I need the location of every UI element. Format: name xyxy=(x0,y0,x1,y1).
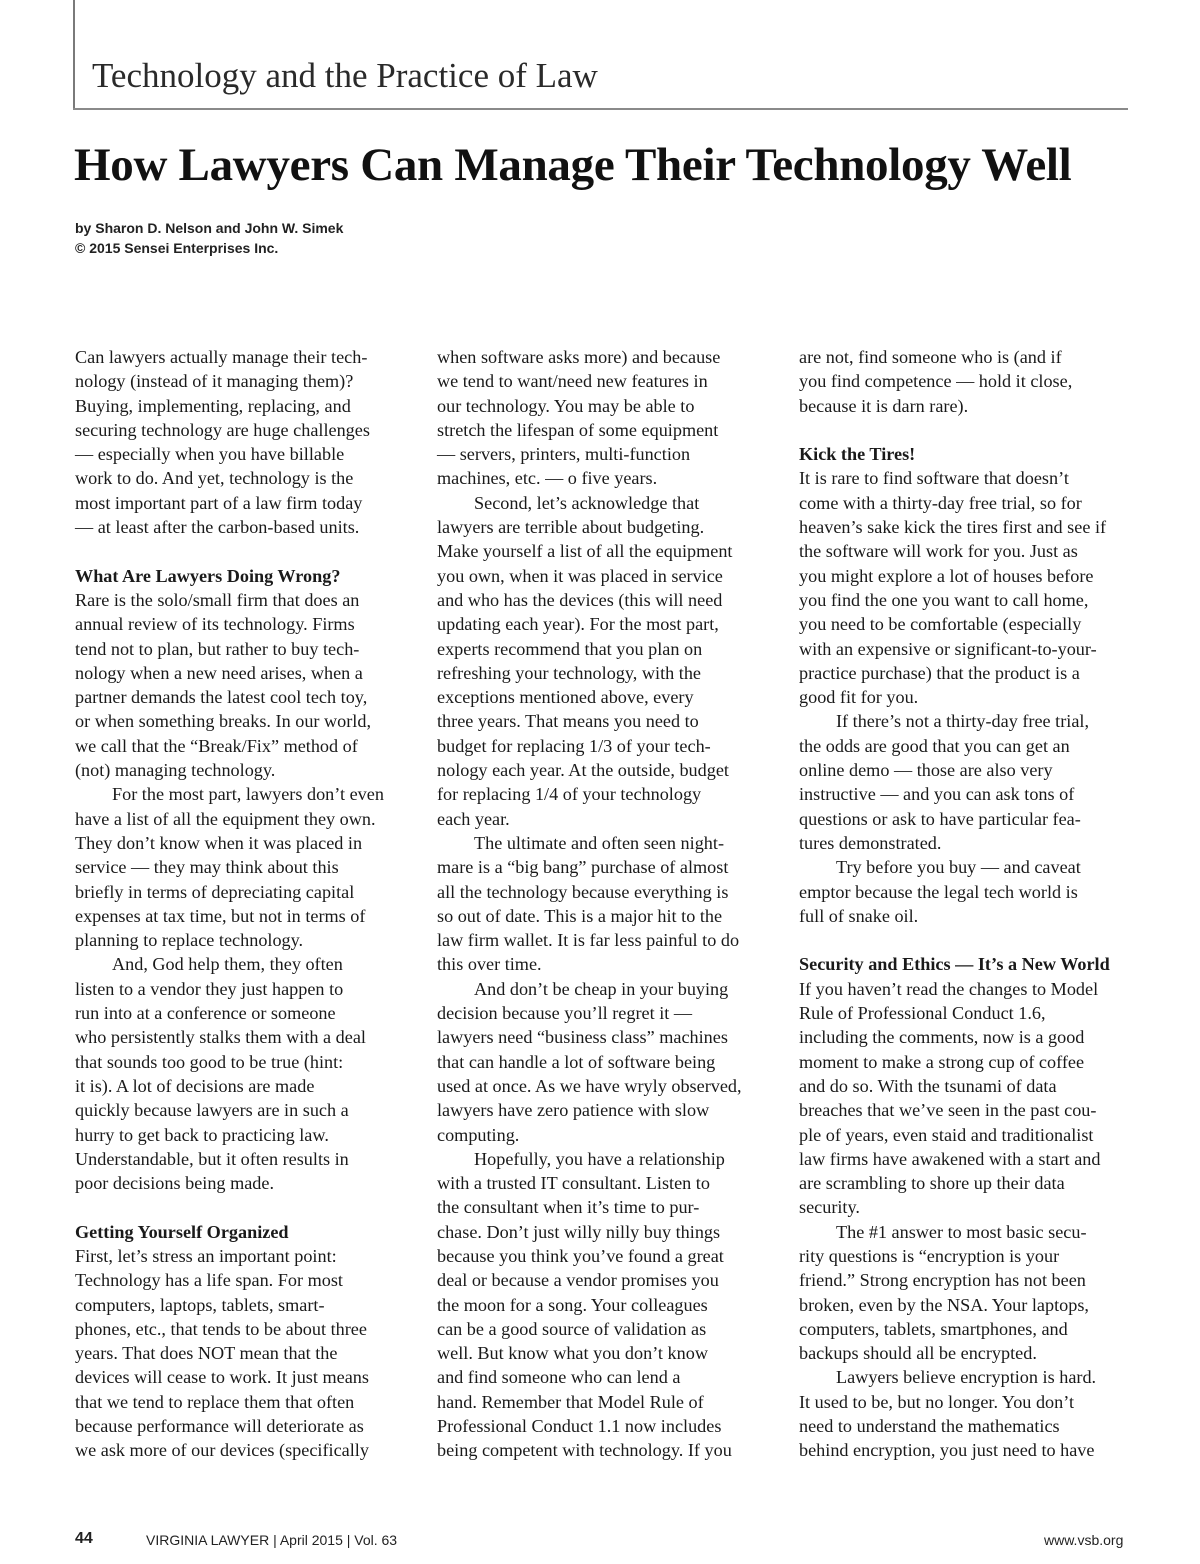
text-line: ple of years, even staid and traditionalist xyxy=(799,1124,1094,1145)
text-line: Try before you buy — and caveat xyxy=(836,857,1081,878)
text-line: law firms have awakened with a start and xyxy=(799,1148,1101,1169)
text-line: are scrambling to shore up their data xyxy=(799,1173,1065,1194)
text-line: and do so. With the tsunami of data xyxy=(799,1075,1057,1096)
text-line: And don’t be cheap in your buying xyxy=(474,978,729,999)
text-line: you might explore a lot of houses before xyxy=(799,565,1094,586)
subheading: Getting Yourself Organized xyxy=(75,1221,289,1242)
text-line: nology (instead of it managing them)? xyxy=(75,371,354,392)
text-line: Make yourself a list of all the equipment xyxy=(437,541,733,562)
text-line: Can lawyers actually manage their tech- xyxy=(75,347,368,367)
text-line: First, let’s stress an important point: xyxy=(75,1245,337,1266)
text-line: computers, tablets, smartphones, and xyxy=(799,1318,1068,1339)
text-line: computers, laptops, tablets, smart- xyxy=(75,1294,325,1315)
text-line: we ask more of our devices (specifically xyxy=(75,1440,369,1461)
text-line: annual review of its technology. Firms xyxy=(75,614,355,635)
text-line: each year. xyxy=(437,808,510,829)
text-line: good fit for you. xyxy=(799,687,919,708)
text-line: well. But know what you don’t know xyxy=(437,1343,708,1364)
magazine-info: VIRGINIA LAWYER | April 2015 | Vol. 63 xyxy=(146,1532,398,1548)
text-line: the odds are good that you can get an xyxy=(799,735,1070,756)
text-line: experts recommend that you plan on xyxy=(437,638,703,659)
article-column-2 xyxy=(437,345,767,1463)
text-line: budget for replacing 1/3 of your tech- xyxy=(437,735,711,756)
text-line: broken, even by the NSA. Your laptops, xyxy=(799,1294,1089,1315)
article-title: How Lawyers Can Manage Their Technology Well xyxy=(74,139,1072,191)
text-line: need to understand the mathematics xyxy=(799,1416,1060,1437)
text-line: because it is darn rare). xyxy=(799,395,969,416)
text-line: The ultimate and often seen night- xyxy=(474,832,724,853)
paragraph-gap xyxy=(799,418,1129,442)
text-line: law firm wallet. It is far less painful to do xyxy=(437,930,740,951)
copyright-notice: © 2015 Sensei Enterprises Inc. xyxy=(75,240,279,256)
text-line: decision because you’ll regret it — xyxy=(437,1003,693,1024)
text-line: Understandable, but it often results in xyxy=(75,1148,349,1169)
text-line: or when something breaks. In our world, xyxy=(75,711,371,732)
text-line: mare is a “big bang” purchase of almost xyxy=(437,857,729,878)
text-line: quickly because lawyers are in such a xyxy=(75,1100,349,1121)
text-line: practice purchase) that the product is a xyxy=(799,662,1080,683)
text-line: come with a thirty-day free trial, so for xyxy=(799,492,1082,513)
text-line: computing. xyxy=(437,1124,520,1145)
text-line: can be a good source of validation as xyxy=(437,1318,707,1339)
text-line: Buying, implementing, replacing, and xyxy=(75,395,351,416)
text-line: backups should all be encrypted. xyxy=(799,1343,1037,1364)
text-line: security. xyxy=(799,1197,860,1218)
text-line: briefly in terms of depreciating capital xyxy=(75,881,355,902)
text-line: the moon for a song. Your colleagues xyxy=(437,1294,708,1315)
text-line: They don’t know when it was placed in xyxy=(75,832,363,853)
header-vertical-rule xyxy=(73,0,75,110)
text-line: phones, etc., that tends to be about three xyxy=(75,1318,367,1339)
text-line: that sounds too good to be true (hint: xyxy=(75,1051,344,1072)
text-line: lawyers have zero patience with slow xyxy=(437,1100,710,1121)
text-line: listen to a vendor they just happen to xyxy=(75,978,344,999)
text-line: most important part of a law firm today xyxy=(75,492,363,513)
text-line: so out of date. This is a major hit to the xyxy=(437,905,723,926)
text-line: It is rare to find software that doesn’t xyxy=(799,468,1069,489)
header-horizontal-rule xyxy=(73,108,1128,110)
text-line: work to do. And yet, technology is the xyxy=(75,468,354,489)
text-line: it is). A lot of decisions are made xyxy=(75,1075,315,1096)
text-line: run into at a conference or someone xyxy=(75,1003,336,1024)
text-line: hurry to get back to practicing law. xyxy=(75,1124,329,1145)
text-line: — servers, printers, multi-function xyxy=(437,444,691,465)
text-line: online demo — those are also very xyxy=(799,760,1053,781)
paragraph-gap xyxy=(75,1195,405,1219)
paragraph-gap xyxy=(75,539,405,563)
text-line: hand. Remember that Model Rule of xyxy=(437,1391,704,1412)
text-line: we tend to want/need new features in xyxy=(437,371,708,392)
text-line: heaven’s sake kick the tires first and see if xyxy=(799,517,1107,538)
byline-block xyxy=(75,218,343,258)
text-line: Lawyers believe encryption is hard. xyxy=(836,1367,1097,1388)
text-line: when software asks more) and because xyxy=(437,347,721,367)
text-line: Second, let’s acknowledge that xyxy=(474,492,700,513)
text-line: and who has the devices (this will need xyxy=(437,589,723,610)
text-line: you find the one you want to call home, xyxy=(799,589,1089,610)
text-line: exceptions mentioned above, every xyxy=(437,687,694,708)
text-line: nology each year. At the outside, budget xyxy=(437,760,729,781)
text-line: lawyers are terrible about budgeting. xyxy=(437,517,705,538)
article-column-1 xyxy=(75,345,405,1463)
text-line: three years. That means you need to xyxy=(437,711,699,732)
text-line: And, God help them, they often xyxy=(112,954,343,975)
text-line: with an expensive or significant-to-your- xyxy=(799,638,1097,659)
text-line: all the technology because everything is xyxy=(437,881,729,902)
text-line: you find competence — hold it close, xyxy=(799,371,1073,392)
text-line: and find someone who can lend a xyxy=(437,1367,681,1388)
text-line: have a list of all the equipment they own. xyxy=(75,808,376,829)
text-line: because you think you’ve found a great xyxy=(437,1245,724,1266)
text-line: tures demonstrated. xyxy=(799,832,942,853)
text-line: deal or because a vendor promises you xyxy=(437,1270,719,1291)
text-line: Technology has a life span. For most xyxy=(75,1270,343,1291)
text-line: with a trusted IT consultant. Listen to xyxy=(437,1173,710,1194)
text-line: used at once. As we have wryly observed, xyxy=(437,1075,742,1096)
text-line: The #1 answer to most basic secu- xyxy=(836,1221,1087,1242)
text-line: breaches that we’ve seen in the past cou- xyxy=(799,1100,1097,1121)
text-line: who persistently stalks them with a deal xyxy=(75,1027,366,1048)
text-line: the consultant when it’s time to pur- xyxy=(437,1197,700,1218)
text-line: It used to be, but no longer. You don’t xyxy=(799,1391,1075,1412)
subheading: Security and Ethics — It’s a New World xyxy=(799,954,1110,975)
text-line: planning to replace technology. xyxy=(75,930,304,951)
text-line: refreshing your technology, with the xyxy=(437,662,701,683)
text-line: If you haven’t read the changes to Model xyxy=(799,978,1099,999)
text-line: — especially when you have billable xyxy=(75,444,345,465)
text-line: rity questions is “encryption is your xyxy=(799,1245,1060,1266)
text-line: Hopefully, you have a relationship xyxy=(474,1148,725,1169)
text-line: (not) managing technology. xyxy=(75,760,276,781)
text-line: friend.” Strong encryption has not been xyxy=(799,1270,1086,1291)
text-line: moment to make a strong cup of coffee xyxy=(799,1051,1085,1072)
section-heading: Technology and the Practice of Law xyxy=(92,56,598,95)
text-line: instructive — and you can ask tons of xyxy=(799,784,1075,805)
text-line: poor decisions being made. xyxy=(75,1173,275,1194)
text-line: this over time. xyxy=(437,954,542,975)
text-line: the software will work for you. Just as xyxy=(799,541,1078,562)
text-line: being competent with technology. If you xyxy=(437,1440,732,1461)
text-line: that can handle a lot of software being xyxy=(437,1051,716,1072)
text-line: — at least after the carbon-based units. xyxy=(75,517,360,538)
text-line: tend not to plan, but rather to buy tech- xyxy=(75,638,360,659)
text-line: full of snake oil. xyxy=(799,905,919,926)
text-line: lawyers need “business class” machines xyxy=(437,1027,728,1048)
paragraph-gap xyxy=(799,928,1129,952)
page-number: 44 xyxy=(75,1530,93,1547)
text-line: our technology. You may be able to xyxy=(437,395,695,416)
text-line: you need to be comfortable (especially xyxy=(799,614,1082,635)
text-line: machines, etc. — o five years. xyxy=(437,468,658,489)
text-line: questions or ask to have particular fea- xyxy=(799,808,1081,829)
article-column-3 xyxy=(799,345,1129,1463)
text-line: including the comments, now is a good xyxy=(799,1027,1085,1048)
text-line: devices will cease to work. It just means xyxy=(75,1367,369,1388)
text-line: behind encryption, you just need to have xyxy=(799,1440,1095,1461)
text-line: For the most part, lawyers don’t even xyxy=(112,784,384,805)
text-line: service — they may think about this xyxy=(75,857,339,878)
text-line: expenses at tax time, but not in terms of xyxy=(75,905,366,926)
text-line: Rule of Professional Conduct 1.6, xyxy=(799,1003,1046,1024)
text-line: If there’s not a thirty-day free trial, xyxy=(836,711,1089,732)
text-line: partner demands the latest cool tech toy, xyxy=(75,687,368,708)
text-line: Rare is the solo/small firm that does an xyxy=(75,589,360,610)
text-line: securing technology are huge challenges xyxy=(75,419,370,440)
text-line: years. That does NOT mean that the xyxy=(75,1343,338,1364)
subheading: What Are Lawyers Doing Wrong? xyxy=(75,565,341,586)
text-line: stretch the lifespan of some equipment xyxy=(437,419,719,440)
text-line: are not, find someone who is (and if xyxy=(799,347,1062,367)
text-line: for replacing 1/4 of your technology xyxy=(437,784,702,805)
text-line: updating each year). For the most part, xyxy=(437,614,719,635)
text-line: that we tend to replace them that often xyxy=(75,1391,355,1412)
text-line: Professional Conduct 1.1 now includes xyxy=(437,1416,722,1437)
text-line: nology when a new need arises, when a xyxy=(75,662,363,683)
text-line: we call that the “Break/Fix” method of xyxy=(75,735,358,756)
text-line: emptor because the legal tech world is xyxy=(799,881,1078,902)
text-line: because performance will deteriorate as xyxy=(75,1416,364,1437)
text-line: chase. Don’t just willy nilly buy things xyxy=(437,1221,721,1242)
subheading: Kick the Tires! xyxy=(799,444,916,465)
website-url: www.vsb.org xyxy=(1044,1532,1124,1548)
text-line: you own, when it was placed in service xyxy=(437,565,723,586)
author-byline: by Sharon D. Nelson and John W. Simek xyxy=(75,220,344,236)
